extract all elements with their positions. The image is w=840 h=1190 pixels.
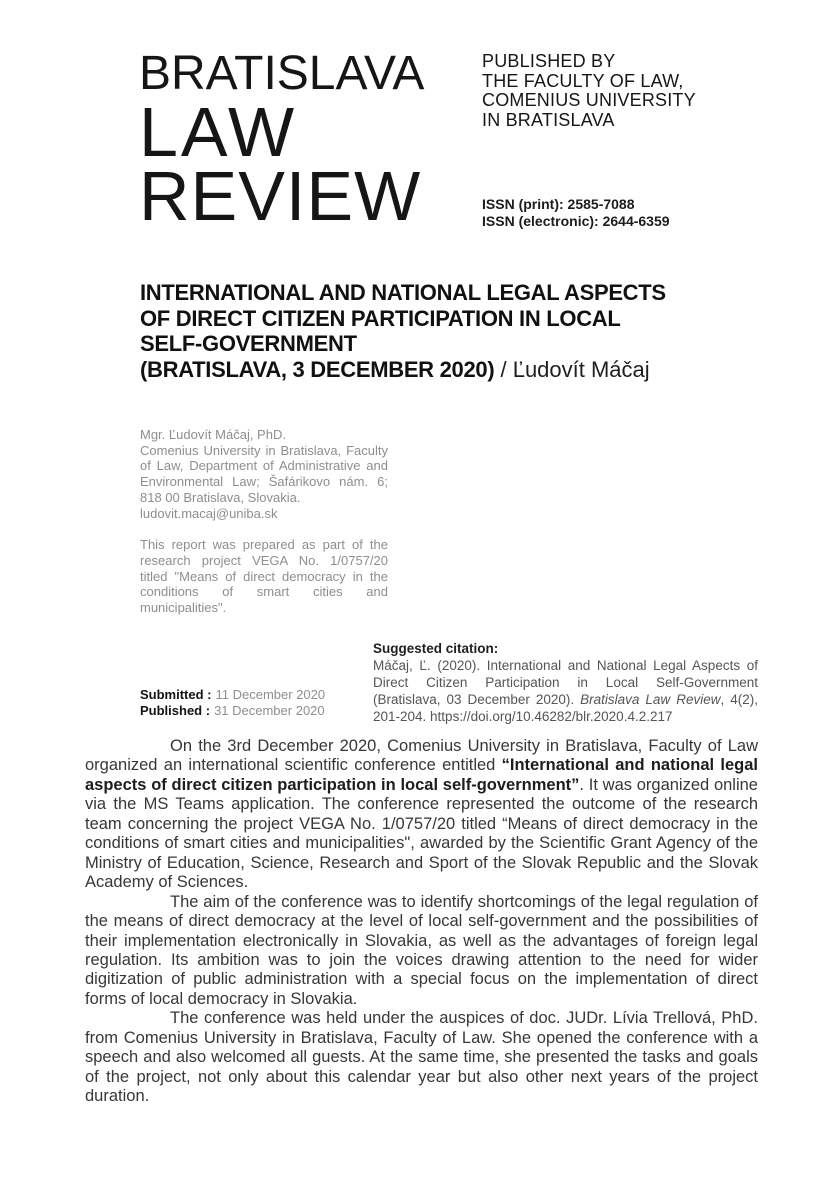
article-title-block <box>140 280 740 382</box>
publisher-block <box>482 52 696 229</box>
publisher-line-3: COMENIUS UNIVERSITY <box>482 90 696 110</box>
article-body <box>85 737 758 1107</box>
title-line-4 <box>140 357 740 383</box>
issn-print: ISSN (print): 2585-7088 <box>482 196 635 212</box>
author-affiliation: Comenius University in Bratislava, Faculty of Law, Department of Administrative and Environmental Law; Šafárikovo nám. 6; 818 00 Bratislava, Slovakia. <box>140 442 388 505</box>
suggested-citation-block <box>373 640 758 725</box>
citation-journal-name: Bratislava Law Review <box>580 692 721 707</box>
publisher-line-4: IN BRATISLAVA <box>482 109 615 130</box>
citation-text-start: Máčaj, Ľ. (2020). International and National Legal Aspects of Direct Citizen Participation in Local Self-Government (Bratislava, 03 December 2020). <box>373 658 758 707</box>
publisher-line-1: PUBLISHED BY <box>482 51 616 71</box>
article-title <box>140 280 740 382</box>
title-date-part: (BRATISLAVA, 3 DECEMBER 2020) <box>140 356 495 382</box>
body-paragraph-1 <box>85 737 758 893</box>
body-paragraph-2: The aim of the conference was to identify shortcomings of the legal regulation of the means of direct democracy at the level of local self-government and the possibilities of their implementation electronically in Slovakia, as well as the advantages of foreign legal regulation. Its ambition was to join the voices drawing attention to the need for wider digitization of public administration with a special focus on the implementation of direct forms of local democracy in Slovakia. <box>85 892 758 1008</box>
body-paragraph-3: The conference was held under the auspices of doc. JUDr. Lívia Trellová, PhD. from Comenius University in Bratislava, Faculty of Law. She opened the conference with a speech and also welcomed all guests. At the same time, she presented the tasks and goals of the project, not only about this calendar year but also other next years of the project duration. <box>85 1009 758 1106</box>
citation-text-end: , 4(2), 201-204. https://doi.org/10.46282/blr.2020.4.2.217 <box>373 692 758 724</box>
p1-text-end: . It was organized online via the MS Teams application. The conference represented the outcome of the research team concerning the project VEGA No. 1/0757/20 titled “Means of direct democracy in the conditions of smart cities and municipalities", awarded by the Scientific Grant Agency of the Ministry of Education, Science, Research and Sport of the Slovak Republic and the Slovak Academy of Sciences. <box>85 775 758 892</box>
journal-logo <box>139 47 425 235</box>
author-name: Mgr. Ľudovít Máčaj, PhD. <box>140 427 286 442</box>
publisher-line-2: THE FACULTY OF LAW, <box>482 70 684 91</box>
submission-dates <box>140 687 325 719</box>
project-funding-note: This report was prepared as part of the research project VEGA No. 1/0757/20 titled "Means of direct democracy in the conditions of smart cities and municipalities". <box>140 537 388 616</box>
author-email: ludovit.macaj@uniba.sk <box>140 505 278 521</box>
author-meta-column <box>140 427 388 616</box>
issn-electronic: ISSN (electronic): 2644-6359 <box>482 212 670 229</box>
published-date: 31 December 2020 <box>214 703 325 718</box>
title-author-separator: / <box>494 356 513 382</box>
submitted-row <box>140 687 325 703</box>
p1-text-start: On the 3rd December 2020, Comenius University in Bratislava, Faculty of Law organized an international scientific conference entitled <box>85 737 758 775</box>
published-label: Published : <box>140 703 211 718</box>
logo-line-law: LAW <box>139 93 298 171</box>
citation-heading: Suggested citation: <box>373 641 499 656</box>
issn-block <box>482 196 696 229</box>
citation-text <box>373 657 758 725</box>
title-line-2: OF DIRECT CITIZEN PARTICIPATION IN LOCAL <box>140 305 621 331</box>
publisher-lines <box>482 52 696 130</box>
p1-conference-title-bold: “International and national legal aspects of direct citizen participation in local self-government” <box>85 756 758 794</box>
submitted-label: Submitted : <box>140 687 212 702</box>
title-author-name: Ľudovít Máčaj <box>512 356 650 382</box>
logo-line-bratislava: BRATISLAVA <box>139 47 425 100</box>
title-line-3: SELF-GOVERNMENT <box>140 331 357 357</box>
published-row <box>140 703 325 719</box>
logo-line-review: REVIEW <box>139 157 422 235</box>
submitted-date: 11 December 2020 <box>215 687 326 702</box>
title-line-1: INTERNATIONAL AND NATIONAL LEGAL ASPECTS <box>140 280 666 305</box>
